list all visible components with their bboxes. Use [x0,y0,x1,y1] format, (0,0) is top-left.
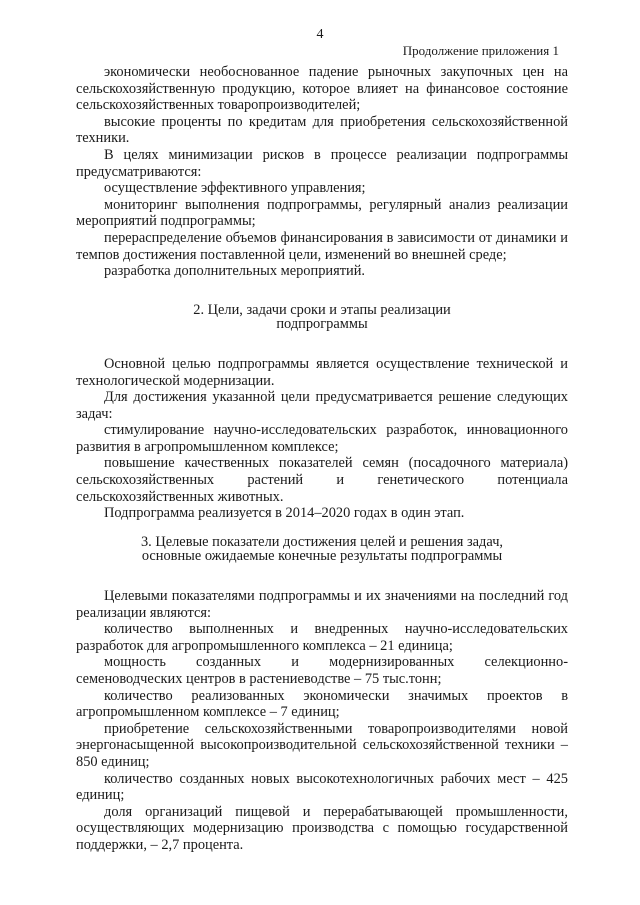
measure-item: осуществление эффективного управления; [104,180,366,197]
page-number: 4 [316,27,324,42]
indicator-item: количество реализованных экономически значимых проектов в агропромышленном комплексе – 7 единиц; [76,687,568,721]
section-2-period: Подпрограмма реализуется в 2014–2020 годах в один этап. [104,505,465,522]
measure-item: перераспределение объемов финансирования в зависимости от динамики и темпов достижения поставленной цели, изменений во внешней среде; [76,229,568,263]
task-item: повышение качественных показателей семян (посадочного материала) сельскохозяйственных растений и генетического потенциала сельскохозяйственных животных. [76,455,568,505]
indicator-item: мощность созданных и модернизированных селекционно-семеноводческих центров в растениеводстве – 75 тыс.тонн; [76,654,568,687]
section-2-heading-line2: подпрограммы [276,316,368,333]
section-2-tasks-intro: Для достижения указанной цели предусматривается решение следующих задач: [76,389,568,422]
indicator-item: количество выполненных и внедренных научно-исследовательских разработок для агропромышленного комплекса – 21 единица; [76,621,568,654]
measure-item: мониторинг выполнения подпрограммы, регулярный анализ реализации мероприятий подпрограммы; [76,196,568,230]
task-item: стимулирование научно-исследовательских разработок, инновационного развития в агропромышленном комплексе; [76,422,568,455]
measures-intro: В целях минимизации рисков в процессе реализации подпрограммы предусматриваются: [76,146,568,180]
section-3-heading-line1: 3. Целевые показатели достижения целей и решения задач, [140,533,504,550]
appendix-note: Продолжение приложения 1 [402,43,559,58]
document-body [76,64,568,854]
section-2-heading-line1: 2. Цели, задачи сроки и этапы реализации [193,301,451,318]
indicator-item: доля организаций пищевой и перерабатывающей промышленности, осуществляющих модернизацию производства с помощью государственной поддержки, – 2,7 процента. [76,803,568,853]
indicator-item: приобретение сельскохозяйственными товаропроизводителями новой энергонасыщенной высокопроизводительной сельскохозяйственной техники – 850 единиц; [76,720,568,770]
section-3-intro: Целевыми показателями подпрограммы и их значениями на последний год реализации являются: [76,588,568,621]
measure-item: разработка дополнительных мероприятий. [104,263,366,280]
section-3-heading-line2: основные ожидаемые конечные результаты подпрограммы [141,548,503,565]
section-2-goal: Основной целью подпрограммы является осуществление технической и технологической модернизации. [76,355,568,389]
risk-item: экономически необоснованное падение рыночных закупочных цен на сельскохозяйственную продукцию, которое влияет на финансовое состояние сельскохозяйственных товаропроизводителей; [76,64,568,114]
indicator-item: количество созданных новых высокотехнологичных рабочих мест – 425 единиц; [76,770,568,804]
risk-item: высокие проценты по кредитам для приобретения сельскохозяйственной техники. [76,113,568,147]
